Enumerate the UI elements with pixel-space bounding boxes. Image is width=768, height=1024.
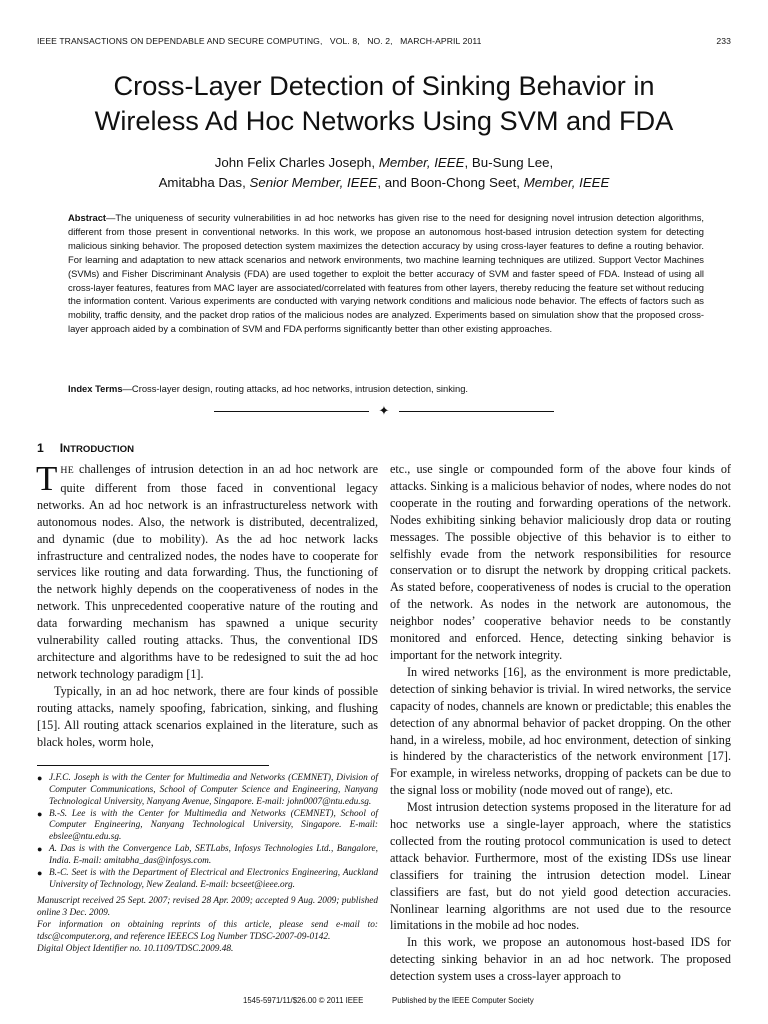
- author-role: Senior Member, IEEE: [249, 175, 378, 190]
- section-number: 1: [37, 441, 44, 455]
- affiliation-list: [37, 773, 378, 891]
- author-name: John Felix Charles Joseph,: [214, 155, 379, 170]
- manuscript-info: [37, 896, 378, 955]
- author-name: Amitabha Das,: [158, 175, 250, 190]
- abstract-label: Abstract: [68, 212, 107, 223]
- section-title-rest: NTRODUCTION: [63, 444, 135, 455]
- author-role: Member, IEEE: [523, 175, 610, 190]
- section-divider: [214, 403, 554, 418]
- doi: Digital Object Identifier no. 10.1109/TDSC.2009.48.: [37, 943, 234, 954]
- index-terms: [68, 382, 704, 396]
- paragraph: In this work, we propose an autonomous host-based IDS for detecting sinking behavior in an ad hoc network. The proposed detection system uses a cross-layer approach to: [390, 935, 731, 984]
- footnote-text: A. Das is with the Convergence Lab, SETLabs, Infosys Technologies Ltd., Bangalore, India. E-mail: amitabha_das@infosys.com.: [49, 844, 378, 866]
- journal-header: IEEE TRANSACTIONS ON DEPENDABLE AND SECURE COMPUTING, VOL. 8, NO. 2, MARCH-APRIL 2011: [37, 36, 482, 46]
- first-word-small-caps: HE: [60, 465, 75, 476]
- author-name: , and Boon-Chong Seet,: [377, 175, 524, 190]
- section-title-initial: I: [59, 441, 64, 455]
- footnote-text: B.-S. Lee is with the Center for Multimedia and Networks (CEMNET), School of Computer Engineering, Nanyang Technological University, Singapore. E-mail: ebslee@ntu.edu.sg.: [49, 808, 378, 843]
- author-role: Member, IEEE: [378, 155, 465, 170]
- running-head: [37, 36, 731, 50]
- reprint-info: For information on obtaining reprints of this article, please send e-mail to: tdsc@computer.org, and reference IEEECS Log Number TDSC-2007-09-0142.: [37, 920, 378, 942]
- footnotes: [37, 773, 378, 956]
- paragraph: Most intrusion detection systems proposed in the literature for ad hoc networks use a single-layer approach, where the statistics collected from the routing protocol communication is used to detect attack behavior. Furthermore, most of the existing IDSs use linear classifiers for training the intrusion detection model. Linear classifiers are fast, but do not yield good detection accuracies. Nonlinear learning algorithms are not used due to the resource limitations in the mobile ad hoc nodes.: [390, 800, 731, 933]
- footer-publisher: Published by the IEEE Computer Society: [392, 996, 534, 1005]
- paragraph: In wired networks [16], as the environment is more predictable, detection of sinking behavior is trivial. In wired networks, the service capacity of nodes, channels are known or predictable; this enables the detection of any abnormal behavior of packet dropping. On the other hand, in a wireless, mobile, ad hoc environment, detection of sinking is hindered by the characteristics of the network environment [17]. For example, in wireless networks, dropping of packets can be due to the signal loss or mobility (node moved out of range), etc.: [390, 664, 731, 798]
- abstract: [68, 211, 704, 336]
- footnote-item: [37, 868, 378, 892]
- paragraph: etc., use single or compounded form of the above four kinds of attacks. Sinking is a malicious behavior of nodes, where nodes do not cooperate in the routing and forwarding operations of the network. Nodes exhibiting sinking behavior maliciously drop data or routing messages. The possible objective of this behavior is to either to selfishly evade from the network responsibilities for resource conservation or to disrupt the network by dropping critical packets. As stated before, cooperativeness of nodes is crucial to the operation of the network. As nodes in the network are autonomous, the neighbor nodes’ cooperative behavior needs to be constantly monitored and enforced. Hence, detecting sinking behavior is important for the network integrity.: [390, 462, 731, 662]
- footnote-rule: [37, 765, 269, 766]
- author-line-2: [20, 173, 748, 193]
- index-terms-text: —Cross-layer design, routing attacks, ad hoc networks, intrusion detection, sinking.: [122, 383, 469, 394]
- title-line-1: Cross-Layer Detection of Sinking Behavior in: [113, 70, 655, 101]
- bullet-icon: ●: [37, 867, 43, 878]
- page-number: 233: [716, 36, 731, 46]
- right-column: [390, 461, 731, 985]
- title-line-2: Wireless Ad Hoc Networks Using SVM and FDA: [94, 105, 674, 136]
- paper-title: [20, 68, 748, 138]
- section-heading: [37, 441, 134, 455]
- index-terms-label: Index Terms: [68, 383, 123, 394]
- divider-ornament-icon: ✦: [378, 403, 390, 418]
- bullet-icon: ●: [37, 808, 43, 819]
- bullet-icon: ●: [37, 844, 43, 855]
- drop-cap: T: [36, 459, 58, 498]
- paragraph-text: challenges of intrusion detection in an ad hoc network are quite different from those faced in conventional legacy networks. An ad hoc network is an infrastructureless network with autonomous nodes. Also, the network is distributed, decentralized, and dynamic (due to mobility). As the ad hoc network lacks infrastructure and centralized nodes, the nodes have to cooperate for services like routing and data forwarding. Thus, the functioning of the network highly depends on the cooperativeness of nodes in the network. This unprecedented cooperative nature of the routing and data forwarding mechanism has spawned a unique security vulnerability called routing attacks. Thus, the conventional IDS architecture and algorithms have to be redesigned to suit the ad hoc network technology paradigm [1].: [37, 462, 378, 681]
- footnote-text: B.-C. Seet is with the Department of Electrical and Electronics Engineering, Auckland University of Technology, New Zealand. E-mail: bcseet@ieee.org.: [49, 867, 378, 890]
- bullet-icon: ●: [37, 773, 43, 783]
- paragraph: Typically, in an ad hoc network, there are four kinds of possible routing attacks, namely spoofing, fabrication, sinking, and flushing [15]. All routing attack scenarios explained in the literature, such as black holes, worm hole,: [37, 683, 378, 749]
- author-list: [20, 153, 748, 193]
- manuscript-dates: Manuscript received 25 Sept. 2007; revised 28 Apr. 2009; accepted 9 Aug. 2009; published online 3 Dec. 2009.: [37, 896, 378, 919]
- paragraph: [37, 461, 378, 683]
- footnote-item: [37, 844, 378, 868]
- divider-line-right: [399, 411, 554, 412]
- footer-copyright: 1545-5971/11/$26.00 © 2011 IEEE: [243, 996, 364, 1005]
- footnote-item: [37, 809, 378, 845]
- footnote-item: [37, 773, 378, 809]
- abstract-text: —The uniqueness of security vulnerabilities in ad hoc networks has given rise to the need for designing novel intrusion detection algorithms, different from those present in conventional networks. In this work, we propose an autonomous host-based intrusion detection system for detecting malicious sinking behavior. The proposed detection system maximizes the detection accuracy by using cross-layer features to define a routing behavior. For learning and adaptation to new attack scenarios and network environments, two machine learning techniques are utilized. Support Vector Machines (SVMs) and Fisher Discriminant Analysis (FDA) are used together to exploit the better accuracy of SVM and faster speed of FDA. Instead of using all cross-layer features, features from MAC layer are associated/correlated with features from other layers, thereby reducing the feature set without reducing the information content. Various experiments are conducted with varying network conditions and malicious node behavior. The effects of factors such as mobility, traffic density, and the packet drop ratios of the malicious nodes are analyzed. Experiments based on simulation show that the proposed cross-layer approach aided by a combination of SVM and FDA performs significantly better than other existing approaches.: [68, 212, 704, 335]
- author-name: , Bu-Sung Lee,: [464, 155, 554, 170]
- author-line-1: [20, 153, 748, 173]
- footnote-text: J.F.C. Joseph is with the Center for Multimedia and Networks (CEMNET), Division of Computer Communications, School of Computer Science and Engineering, Nanyang Technological University, Nanyang Avenue, Singapore. E-mail: john0007@ntu.edu.sg.: [49, 773, 378, 807]
- left-column: [37, 461, 378, 750]
